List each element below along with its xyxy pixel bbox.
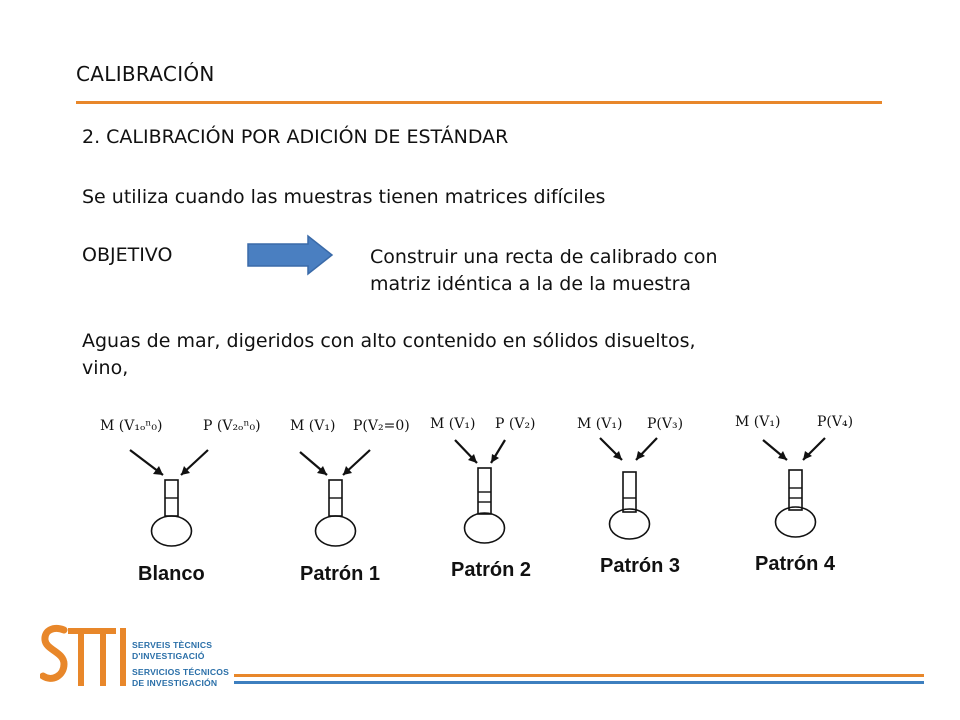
flask-5-left-label: M (V₁) (735, 414, 781, 430)
flask-1-left-label: M (V₁ₒⁿ₀) (100, 418, 163, 434)
flask-5-caption: Patrón 4 (755, 553, 836, 575)
flask-2-right-label: P(V₂=0) (353, 418, 410, 434)
flask-patron-4 (735, 414, 853, 575)
usage-text: Se utiliza cuando las muestras tienen matrices difíciles (82, 186, 606, 208)
flask-3-right-label: P (V₂) (495, 416, 536, 432)
logo-text (132, 640, 229, 689)
objective-text-line-2: matriz idéntica a la de la muestra (370, 273, 692, 295)
right-arrow-icon (246, 234, 336, 276)
flask-patron-1 (290, 418, 410, 585)
flask-4-right-label: P(V₃) (647, 416, 684, 432)
examples-line-1: Aguas de mar, digeridos con alto contenido en sólidos disueltos, (82, 330, 696, 352)
flask-2-left-label: M (V₁) (290, 418, 336, 434)
flask-3-caption: Patrón 2 (451, 559, 532, 581)
footer-divider-orange (234, 674, 924, 677)
flask-blanco (100, 418, 261, 585)
objective-label: OBJETIVO (82, 244, 173, 266)
standard-addition-diagram (95, 400, 875, 590)
logo-line-3: SERVICIOS TÉCNICOS (132, 667, 230, 677)
logo-line-2: D'INVESTIGACIÓ (132, 651, 205, 661)
logo-line-4: DE INVESTIGACIÓN (132, 678, 218, 688)
examples-line-2: vino, (82, 357, 129, 379)
objective-text (370, 244, 717, 298)
flask-4-left-label: M (V₁) (577, 416, 623, 432)
examples-text (82, 328, 842, 382)
flask-1-caption: Blanco (138, 563, 205, 585)
objective-text-line-1: Construir una recta de calibrado con (370, 246, 718, 268)
flask-3-left-label: M (V₁) (430, 416, 476, 432)
flask-2-caption: Patrón 1 (300, 563, 381, 585)
flask-5-right-label: P(V₄) (817, 414, 854, 430)
section-heading: 2. CALIBRACIÓN POR ADICIÓN DE ESTÁNDAR (82, 126, 509, 148)
title-divider (76, 101, 882, 104)
flask-patron-2 (430, 416, 536, 581)
footer-divider-blue (234, 681, 924, 684)
flask-1-right-label: P (V₂ₒⁿ₀) (203, 418, 261, 434)
flask-patron-3 (577, 416, 683, 577)
flask-4-caption: Patrón 3 (600, 555, 681, 577)
stti-logo (40, 624, 132, 690)
logo-line-1: SERVEIS TÈCNICS (132, 640, 213, 650)
slide-title: CALIBRACIÓN (76, 62, 215, 86)
